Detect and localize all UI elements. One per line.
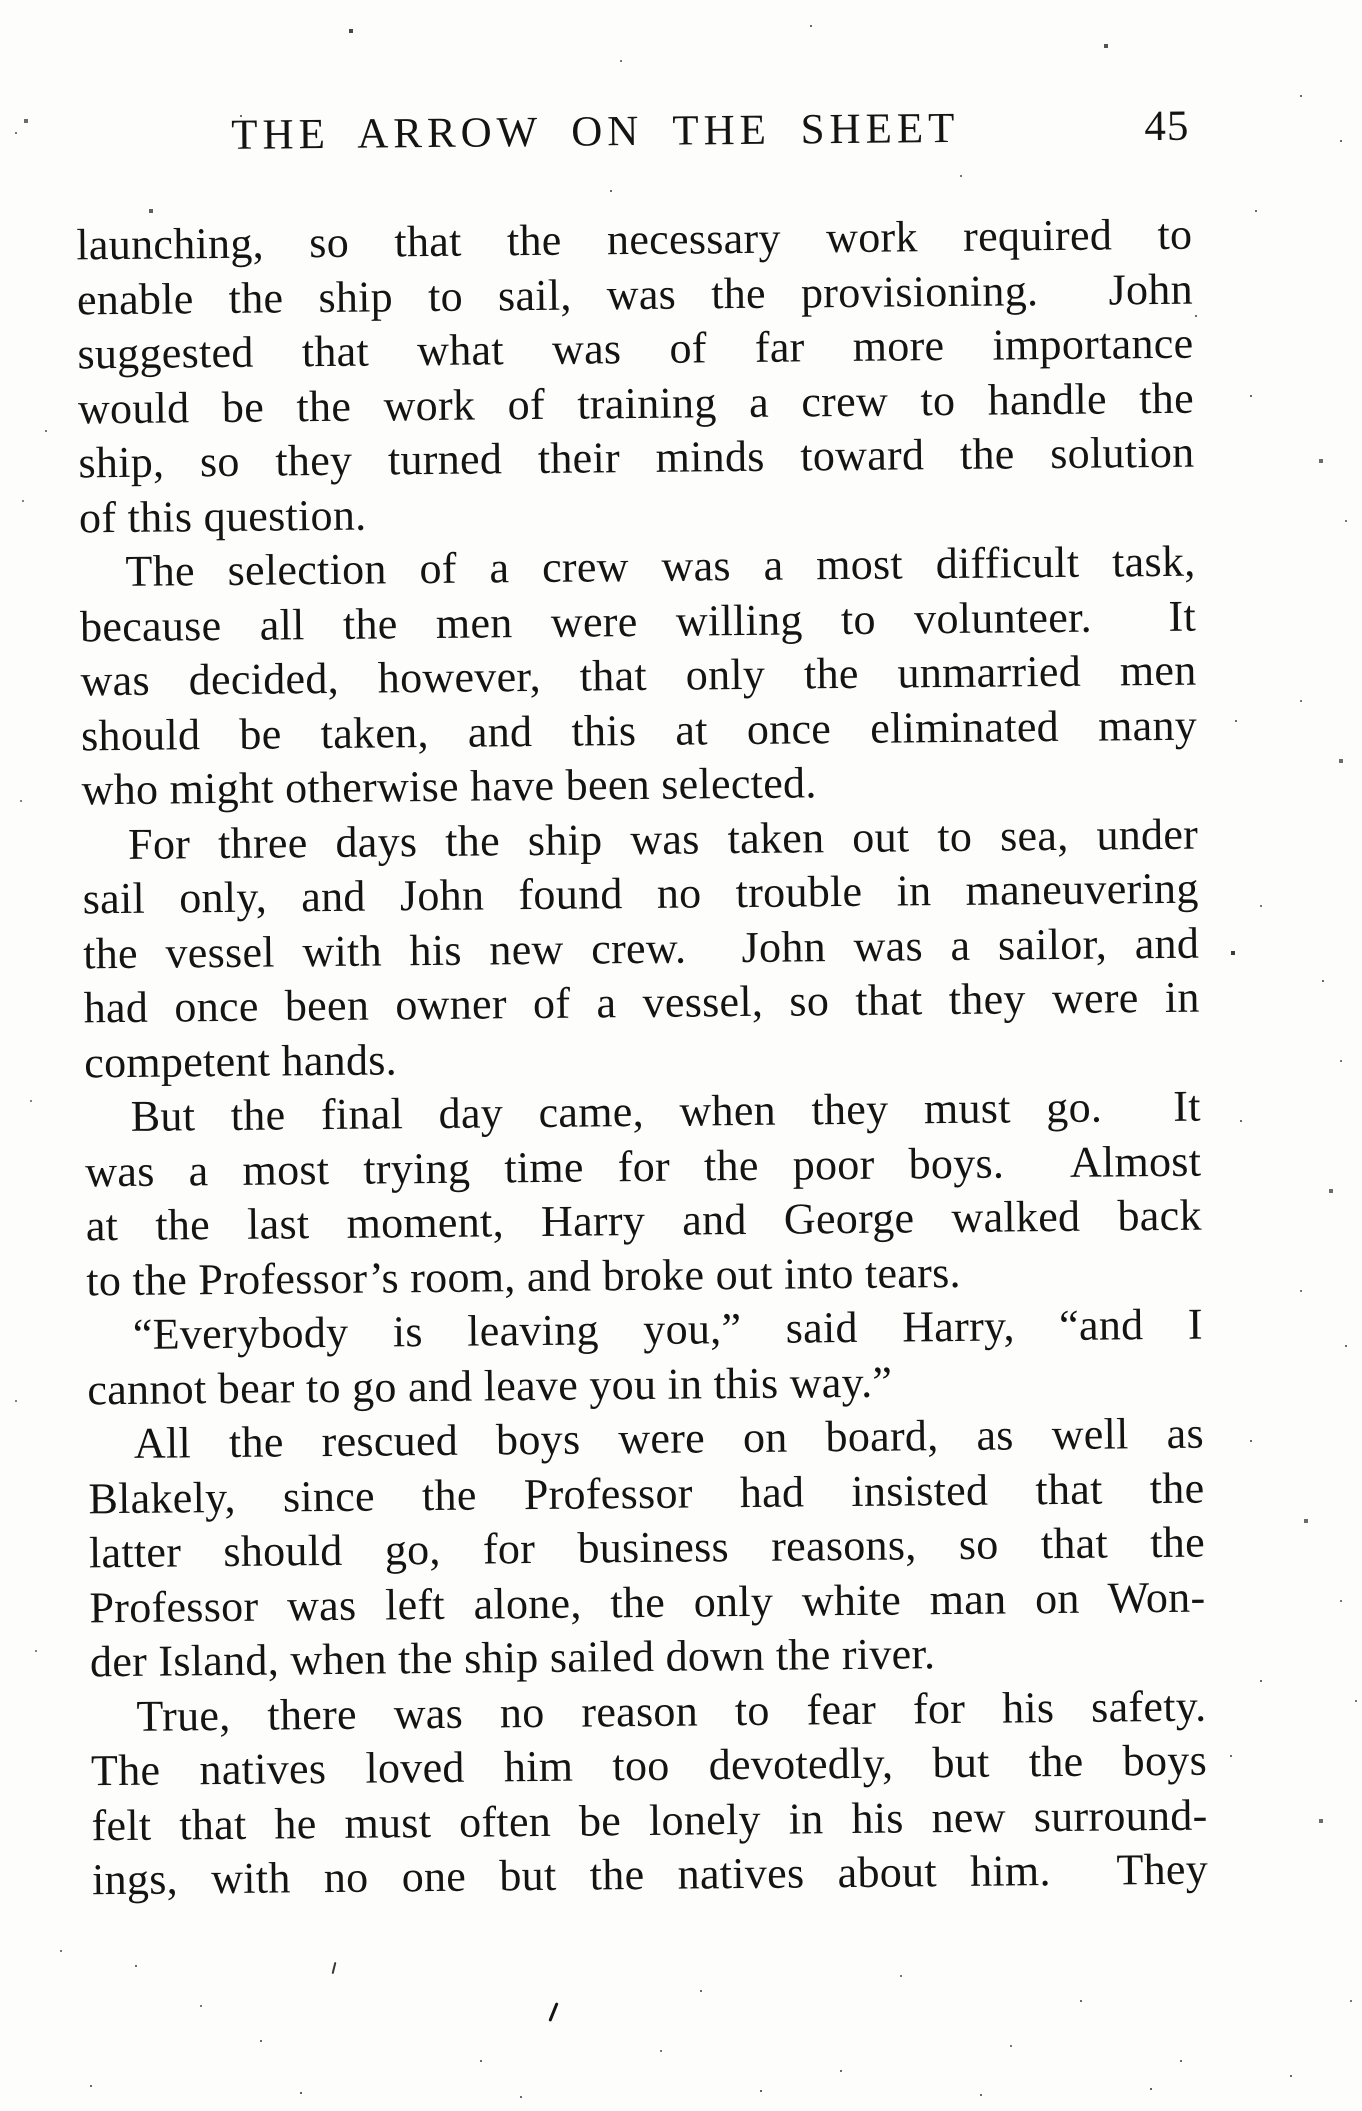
text-line: The natives loved him too devotedly, but the boys [90,1735,1208,1796]
text-line: was a most trying time for the poor boys. Almost [85,1136,1202,1196]
text-line: ship, so they turned their minds toward the solution [78,427,1195,488]
text-line: der Island, when the ship sailed down the river. [89,1629,936,1687]
paragraph [79,535,1198,818]
text-line: would be the work of training a crew to handle the [77,373,1195,433]
text-line: who might otherwise have been selected. [81,758,817,815]
text-line: “Everybody is leaving you,” said Harry, “and I [132,1299,1204,1359]
text-line: because all the men were willing to volunteer. It [79,591,1197,651]
text-line: For three days the ship was taken out to sea, under [127,809,1199,869]
text-line: competent hands. [84,1034,398,1087]
text-line: of this question. [78,490,367,542]
paragraph [87,1298,1204,1418]
text-line: felt that he must often be lonely in his new surround- [91,1790,1208,1850]
scan-noise [0,0,2,2]
text-line: to the Professor’s room, and broke out into tears. [86,1247,962,1305]
text-line: should be taken, and this at once eliminated many [80,700,1198,760]
chapter-title: THE ARROW ON THE SHEET [231,104,960,159]
text-line: True, there was no reason to fear for his safety. [136,1681,1207,1741]
paragraph [90,1679,1208,1908]
body-text [76,208,1208,1908]
text-line: cannot bear to go and leave you in this way.” [87,1357,893,1414]
text-line: sail only, and John found no trouble in maneuvering [82,863,1199,924]
text-line: the vessel with his new crew. John was a sailor, and [82,918,1200,978]
paragraph [76,208,1195,546]
text-line: Blakely, since the Professor had insisted that the [88,1463,1205,1523]
page-content [75,103,1208,1908]
running-header [75,103,1191,162]
text-line: enable the ship to sail, was the provisioning. John [76,264,1194,324]
text-line: The selection of a crew was a most difficult task, [125,536,1196,596]
paragraph [82,807,1201,1090]
text-line: ings, with no one but the natives about him. They [91,1844,1209,1905]
text-line: But the final day came, when they must go. It [130,1081,1201,1141]
text-line: All the rescued boys were on board, as well as [133,1408,1205,1468]
text-line: was decided, however, that only the unmarried men [80,645,1197,706]
scan-mark [548,2002,558,2022]
text-line: had once been owner of a vessel, so that they were in [83,972,1200,1033]
text-line: at the last moment, Harry and George walked back [85,1190,1202,1251]
page-number: 45 [1144,102,1190,151]
scan-mark [332,1962,337,1974]
paragraph [85,1080,1203,1309]
text-line: Professor was left alone, the only white man on Won- [89,1572,1206,1632]
text-line: suggested that what was of far more importance [77,318,1194,379]
text-line: launching, so that the necessary work required to [76,209,1193,270]
text-line: latter should go, for business reasons, so that the [88,1517,1206,1578]
paragraph [88,1407,1207,1690]
